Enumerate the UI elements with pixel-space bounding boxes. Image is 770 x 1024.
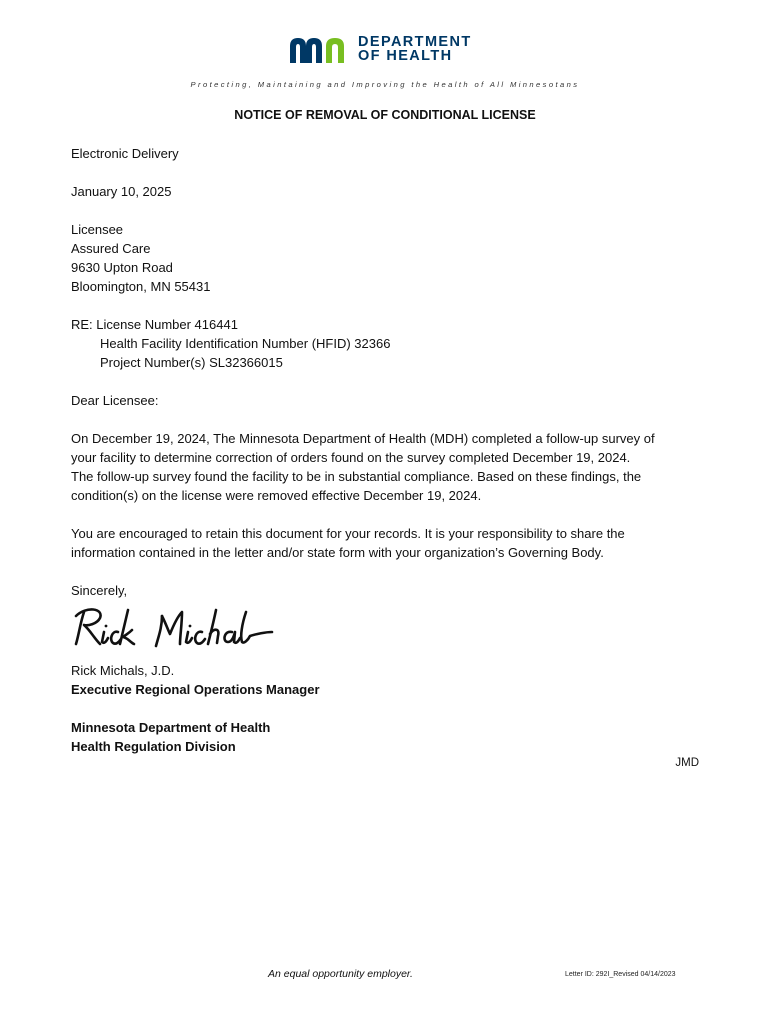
re-line: RE: License Number 416441	[71, 317, 238, 332]
organization-line: Health Regulation Division	[71, 739, 236, 754]
recipient-line: 9630 Upton Road	[71, 260, 173, 275]
logo-wordmark	[358, 35, 472, 63]
recipient-line: Licensee	[71, 222, 124, 237]
signer-name: Rick Michals, J.D.	[71, 663, 175, 678]
handwritten-signature-icon	[70, 600, 280, 652]
closing: Sincerely,	[71, 583, 128, 598]
notice-title: NOTICE OF REMOVAL OF CONDITIONAL LICENSE	[234, 108, 536, 122]
re-block	[71, 315, 390, 372]
footer-employer: An equal opportunity employer.	[268, 968, 413, 980]
salutation: Dear Licensee:	[71, 393, 159, 408]
i-dot	[105, 625, 108, 628]
organization-block	[71, 718, 270, 756]
body-line: condition(s) on the license were removed effective December 19, 2024.	[71, 488, 482, 503]
organization-line: Minnesota Department of Health	[71, 720, 271, 735]
tagline: Protecting, Maintaining and Improving the Health of All Minnesotans	[190, 80, 580, 89]
re-line: Health Facility Identification Number (HFID) 32366	[100, 336, 391, 351]
logo-line-2: OF HEALTH	[358, 48, 453, 64]
body-line: information contained in the letter and/or state form with your organization’s Governing Body.	[71, 545, 604, 560]
i-dot	[189, 625, 192, 628]
letter-date: January 10, 2025	[71, 184, 172, 199]
footer-letter-id: Letter ID: 292I_Revised 04/14/2023	[565, 971, 676, 978]
signature	[70, 600, 280, 657]
body-line: your facility to determine correction of orders found on the survey completed December 19, 2024.	[71, 450, 631, 465]
delivery-method: Electronic Delivery	[71, 146, 179, 161]
re-line: Project Number(s) SL32366015	[100, 355, 283, 370]
signer-title: Executive Regional Operations Manager	[71, 682, 320, 697]
body-line: The follow-up survey found the facility to be in substantial compliance. Based on these findings, the	[71, 469, 642, 484]
recipient-line: Bloomington, MN 55431	[71, 279, 211, 294]
mdh-logo	[288, 32, 472, 66]
body-line: You are encouraged to retain this document for your records. It is your responsibility to share the	[71, 526, 625, 541]
recipient-address	[71, 220, 210, 296]
logo-line-1: DEPARTMENT	[358, 34, 472, 50]
signer-block	[71, 661, 320, 699]
recipient-line: Assured Care	[71, 241, 151, 256]
body-paragraph-1	[71, 429, 711, 505]
body-paragraph-2	[71, 524, 711, 562]
mn-logo-mark-icon	[288, 34, 352, 64]
body-line: On December 19, 2024, The Minnesota Department of Health (MDH) completed a follow-up survey of	[71, 431, 655, 446]
typist-initials: JMD	[675, 757, 699, 769]
